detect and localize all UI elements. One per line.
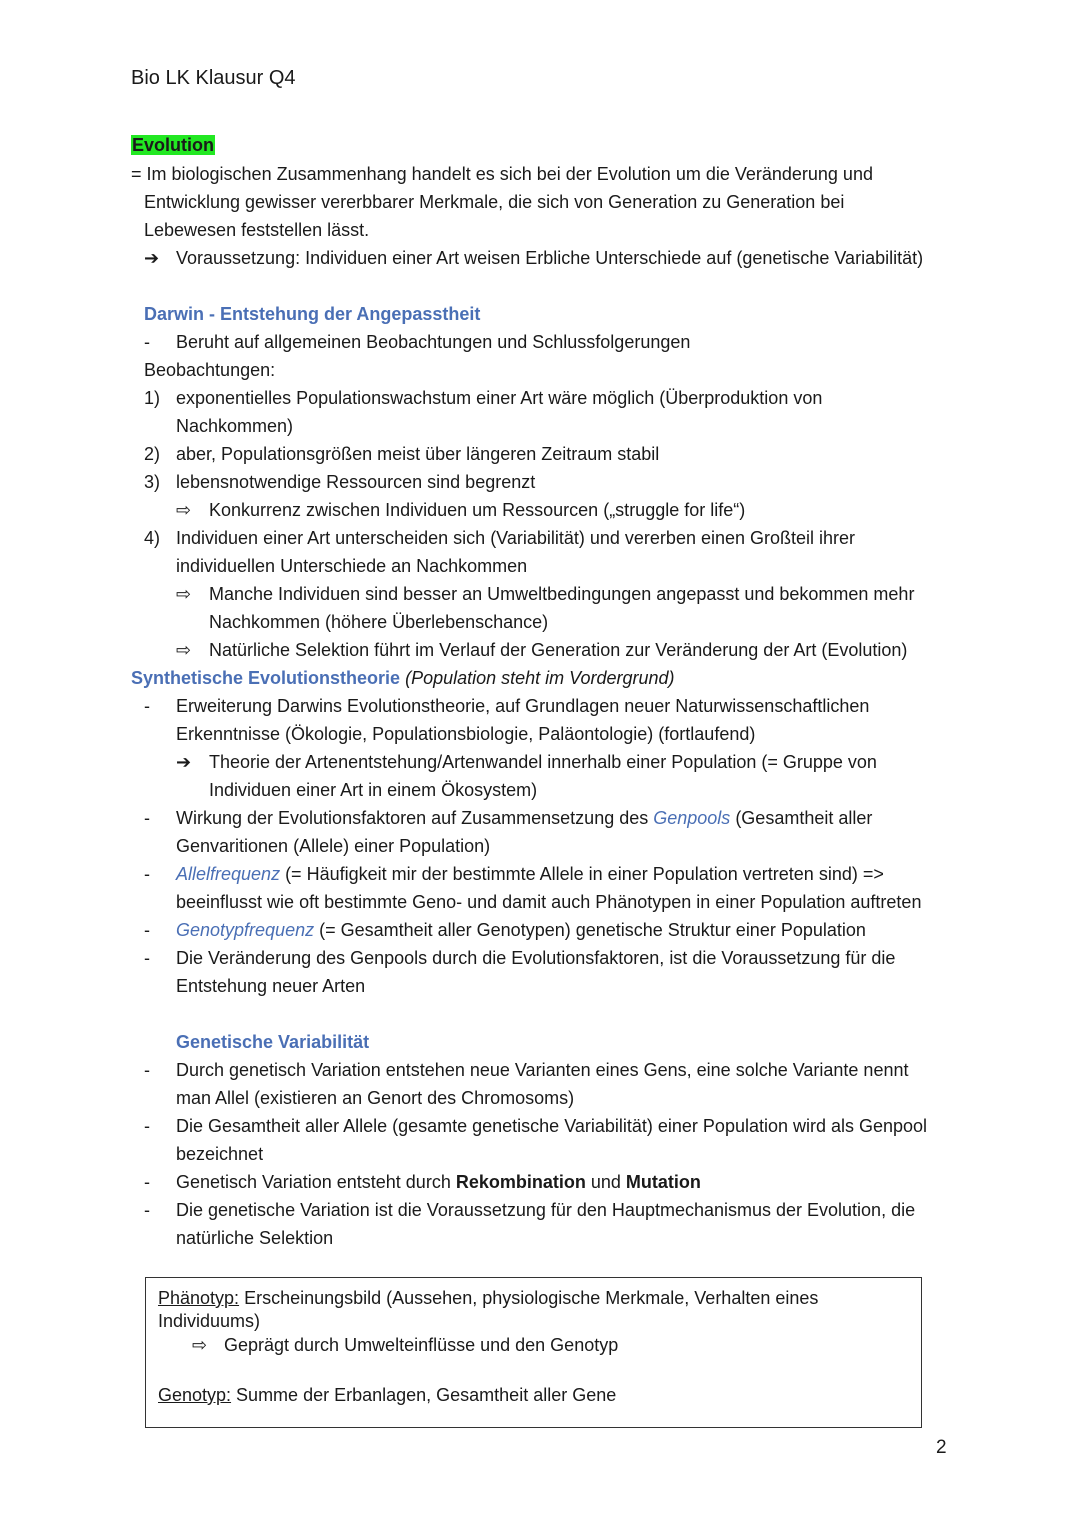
phenotype-definition-line1: Phänotyp: Erscheinungsbild (Aussehen, physiologische Merkmale, Verhalten eines (158, 1288, 819, 1308)
observation-4-consequence2: Natürliche Selektion führt im Verlauf der Generation zur Veränderung der Art (Evolution) (209, 640, 908, 660)
page-number: 2 (936, 1437, 947, 1458)
synthetic-b5-line2: Entstehung neuer Arten (176, 976, 366, 996)
synthetic-b5-line1: Die Veränderung des Genpools durch die Evolutionsfaktoren, ist die Voraussetzung für die (176, 948, 896, 968)
observation-4-line2: individuellen Unterschiede an Nachkommen (176, 556, 528, 576)
evolution-def-line2: Entwicklung gewisser vererbbarer Merkmale, die sich von Generation zu Generation bei (144, 192, 845, 212)
hollow-arrow-icon: ⇨ (176, 500, 192, 520)
bullet-dash: - (144, 864, 150, 884)
darwin-heading: Darwin - Entstehung der Angepasstheit (144, 304, 481, 324)
synthetic-b3-line1: Allelfrequenz (= Häufigkeit mir der bestimmte Allele in einer Population vertreten sind) => (176, 864, 884, 884)
genotype-definition: Genotyp: Summe der Erbanlagen, Gesamtheit aller Gene (158, 1385, 617, 1405)
hollow-arrow-icon: ⇨ (192, 1335, 208, 1355)
arrow-right-icon: ➔ (176, 752, 192, 772)
variability-b4-line2: natürliche Selektion (176, 1228, 334, 1248)
bullet-dash: - (144, 1200, 150, 1220)
observation-4-consequence1-line2: Nachkommen (höhere Überlebenschance) (209, 612, 549, 632)
hollow-arrow-icon: ⇨ (176, 584, 192, 604)
synthetic-b3-line2: beeinflusst wie oft bestimmte Geno- und damit auch Phänotypen in einer Population auftreten (176, 892, 922, 912)
observation-2: aber, Populationsgrößen meist über längeren Zeitraum stabil (176, 444, 660, 464)
observation-4-line1: Individuen einer Art unterscheiden sich (Variabilität) und vererben einen Großteil ihrer (176, 528, 856, 548)
phenotype-shaped-by: Geprägt durch Umwelteinflüsse und den Genotyp (224, 1335, 619, 1355)
observations-label: Beobachtungen: (144, 360, 276, 380)
list-number: 4) (144, 528, 161, 548)
variability-b3: Genetisch Variation entsteht durch Rekombination und Mutation (176, 1172, 701, 1192)
evolution-title: Evolution (132, 135, 214, 155)
bullet-dash: - (144, 1116, 150, 1136)
list-number: 3) (144, 472, 161, 492)
list-number: 2) (144, 444, 161, 464)
synthetic-b1-line2: Erkenntnisse (Ökologie, Populationsbiologie, Paläontologie) (fortlaufend) (176, 724, 756, 744)
evolution-def-line1: = Im biologischen Zusammenhang handelt es sich bei der Evolution um die Veränderung und (131, 164, 873, 184)
phenotype-definition-line2: Individuums) (158, 1311, 261, 1331)
list-number: 1) (144, 388, 161, 408)
bullet-dash: - (144, 948, 150, 968)
synthetic-b1-sub-line2: Individuen einer Art in einem Ökosystem) (209, 780, 538, 800)
bullet-dash: - (144, 332, 150, 352)
variability-heading: Genetische Variabilität (176, 1032, 370, 1052)
synthetic-b1-sub-line1: Theorie der Artenentstehung/Artenwandel innerhalb einer Population (= Gruppe von (209, 752, 877, 772)
evolution-def-line3: Lebewesen feststellen lässt. (144, 220, 370, 240)
bullet-dash: - (144, 696, 150, 716)
variability-b1-line1: Durch genetisch Variation entstehen neue Varianten eines Gens, eine solche Variante nennt (176, 1060, 909, 1080)
synthetic-b2-line1: Wirkung der Evolutionsfaktoren auf Zusammensetzung des Genpools (Gesamtheit aller (176, 808, 873, 828)
observation-4-consequence1-line1: Manche Individuen sind besser an Umweltbedingungen angepasst und bekommen mehr (209, 584, 915, 604)
synthetic-b2-line2: Genvaritionen (Allele) einer Population) (176, 836, 491, 856)
bullet-dash: - (144, 1172, 150, 1192)
arrow-right-icon: ➔ (144, 248, 160, 268)
observation-3: lebensnotwendige Ressourcen sind begrenzt (176, 472, 536, 492)
synthetic-b1-line1: Erweiterung Darwins Evolutionstheorie, auf Grundlagen neuer Naturwissenschaftlichen (176, 696, 870, 716)
synthetic-heading: Synthetische Evolutionstheorie (Population steht im Vordergrund) (131, 668, 675, 688)
darwin-intro: Beruht auf allgemeinen Beobachtungen und Schlussfolgerungen (176, 332, 691, 352)
document-header: Bio LK Klausur Q4 (131, 67, 296, 89)
bullet-dash: - (144, 1060, 150, 1080)
bullet-dash: - (144, 808, 150, 828)
variability-b2-line1: Die Gesamtheit aller Allele (gesamte genetische Variabilität) einer Population wird als Genpool (176, 1116, 928, 1136)
hollow-arrow-icon: ⇨ (176, 640, 192, 660)
variability-b2-line2: bezeichnet (176, 1144, 264, 1164)
variability-b1-line2: man Allel (existieren an Genort des Chromosoms) (176, 1088, 575, 1108)
evolution-prerequisite: Voraussetzung: Individuen einer Art weisen Erbliche Unterschiede auf (genetische Variabilität) (176, 248, 924, 268)
bullet-dash: - (144, 920, 150, 940)
observation-3-consequence: Konkurrenz zwischen Individuen um Ressourcen („struggle for life“) (209, 500, 746, 520)
variability-b4-line1: Die genetische Variation ist die Voraussetzung für den Hauptmechanismus der Evolution, die (176, 1200, 916, 1220)
observation-1-line1: exponentielles Populationswachstum einer Art wäre möglich (Überproduktion von (176, 388, 823, 408)
observation-1-line2: Nachkommen) (176, 416, 294, 436)
synthetic-b4: Genotypfrequenz (= Gesamtheit aller Genotypen) genetische Struktur einer Population (176, 920, 866, 940)
